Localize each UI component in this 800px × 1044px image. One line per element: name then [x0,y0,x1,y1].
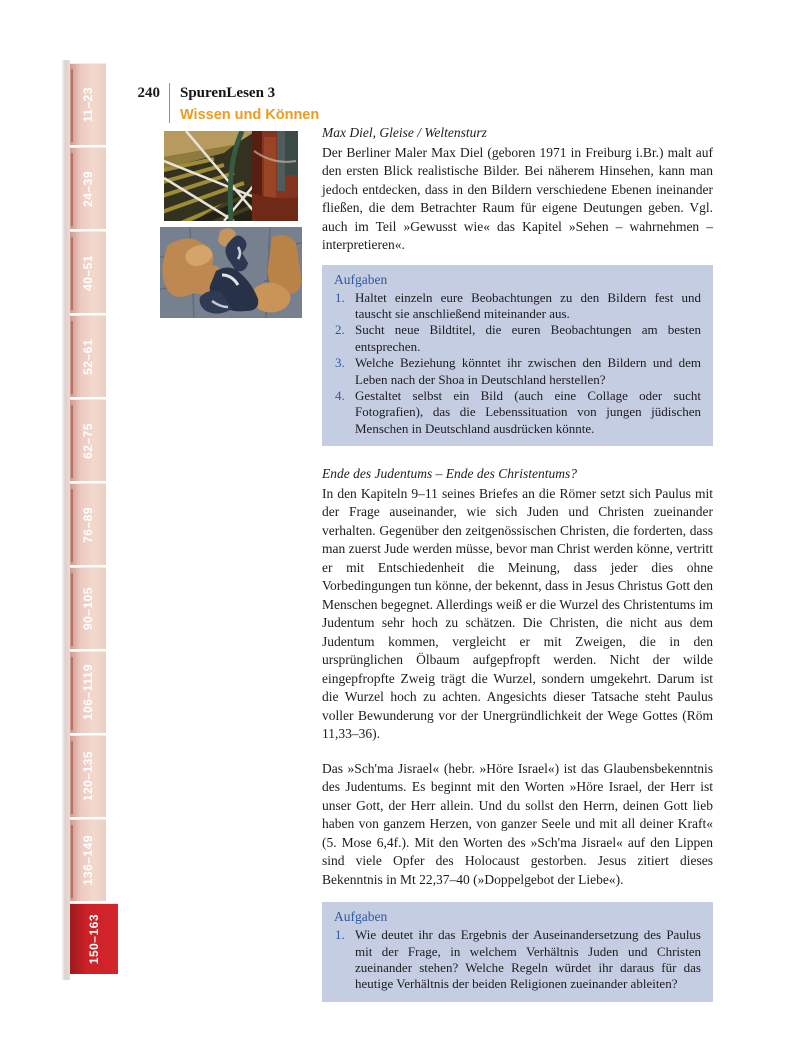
task-item [334,322,701,355]
chapter-tab-150-163-active[interactable] [70,903,118,974]
task-text: Sucht neue Bildtitel, die euren Beobachtungen am besten entsprechen. [355,322,701,354]
page-number: 240 [137,85,160,101]
chapter-tab-120-135[interactable] [70,735,106,817]
chapter-tab-40-51[interactable] [70,231,106,313]
chapter-tab-136-149[interactable] [70,819,106,901]
article1-body: Der Berliner Maler Max Diel (geboren 1971 in Freiburg i.Br.) malt auf den ersten Blick realistische Bilder. Bei näherem Hinsehen, kann man jedoch entdecken, dass in den Bildern verschiedene Ebenen ineinander fließen, die dem Betrachter Raum für eigene Deutungen geben. Vgl. auch im Teil »Gewusst wie« das Kapitel »Sehen – wahrnehmen – interpretieren«. [322,144,713,252]
task-item [334,290,701,323]
task-item [334,388,701,437]
article2-title: Ende des Judentums – Ende des Christentums? [322,466,577,482]
chapter-tab-52-61[interactable] [70,315,106,397]
tab-label: 76–89 [81,506,95,543]
tab-label: 120–135 [81,751,95,802]
tasks-box-1 [322,265,713,447]
task-text: Gestaltet selbst ein Bild (auch eine Collage oder sucht Fotografien), das die Lebenssituation von jungen jüdischen Menschen in Deutschland ausdrücken könnte. [355,387,701,436]
tasks2-list [334,927,701,993]
tab-label: 136–149 [81,835,95,886]
page-edge-shading [61,60,70,980]
chapter-tab-106-119[interactable] [70,651,106,733]
task-item [334,927,701,993]
task-item [334,355,701,388]
task-number: 1. [335,289,345,305]
tab-label: 106–1119 [81,664,95,721]
article2-body1: In den Kapiteln 9–11 seines Briefes an die Römer setzt sich Paulus mit der Frage auseinander, wie sich Juden und Christen zueinander verhalten. Gegenüber den zeitgenössischen Christen, die forderten, dass man zuerst Jude werden müsse, bevor man Christ werden könne, vertritt er mit Entschiedenheit die Meinung, dass jeder dies ohne Vorbedingungen tun könne, der bekennt, dass in Jesus Christus Gott den Menschen begegnet. Allerdings weiß er die Wurzel des Christentums im Judentum sehr hoch zu schätzen. Die Christen, die nicht aus dem Judentum kommen, vergleicht er mit Zweigen, die in den ursprünglichen Ölbaum aufgepfropft werden. Nicht der wilde eingepfropfte Zweig trägt die Wurzel, sondern umgekehrt. Darum ist die Wurzel hoch zu achten. Angesichts dieser Tatsache steht Paulus voller Bewunderung vor der Unergründlichkeit der Wege Gottes (Röm 11,33–36). [322,485,713,742]
article1-title: Max Diel, Gleise / Weltensturz [322,125,487,140]
header-divider [169,83,170,123]
chapter-tab-24-39[interactable] [70,147,106,229]
page-header [130,83,319,123]
article2-body2: Das »Sch'ma Jisrael« (hebr. »Höre Israel«) ist das Glaubensbekenntnis des Judentums. Es beginnt mit den Worten »Höre Israel, der Herr ist unser Gott, der Herr allein. Und du sollst den Herrn, deinen Gott lieb haben von ganzem Herzen, von ganzer Seele und mit all deiner Kraft« (5. Mose 6,4f.). Mit den Worten des »Sch'ma Jisrael« auf den Lippen sind viele Opfer des Holocaust gestorben. Jesus zitiert dieses Bekenntnis in Mt 22,37–40 (»Doppelgebot der Liebe«). [322,760,713,887]
tab-label: 24–39 [81,170,95,207]
tab-label: 11–23 [81,86,95,123]
chapter-tab-11-23[interactable] [70,63,106,145]
tasks1-list [334,290,701,438]
tab-label: 150–163 [87,913,101,965]
task-text: Welche Beziehung könntet ihr zwischen den Bildern und dem Leben nach der Shoa in Deutschland herstellen? [355,355,701,387]
chapter-tab-62-75[interactable] [70,399,106,481]
chapter-tab-76-89[interactable] [70,483,106,565]
task-text: Wie deutet ihr das Ergebnis der Auseinandersetzung des Paulus mit der Frage, in welchem Verhältnis Juden und Christen zueinander stehen? Welche Regeln würdet ihr daraus für das heutige Verhältnis der beiden Religionen zueinander ableiten? [355,927,701,992]
tab-label: 90–105 [81,586,95,631]
tasks-box-2 [322,902,713,1002]
tab-label: 52–61 [81,338,95,375]
gleise-painting [164,131,298,221]
weltensturz-painting [160,227,302,318]
tasks1-heading: Aufgaben [334,271,388,287]
tab-label: 40–51 [81,254,95,291]
task-number: 3. [335,355,345,371]
task-text: Haltet einzeln eure Beobachtungen zu den Bildern fest und tauscht sie anschließend miteinander aus. [355,289,701,321]
task-number: 1. [335,927,345,943]
task-number: 2. [335,322,345,338]
task-number: 4. [335,387,345,403]
chapter-tab-strip [70,63,120,976]
main-text-column [322,124,713,1002]
section-title: Wissen und Können [180,107,320,123]
tasks2-heading: Aufgaben [334,909,388,925]
book-title: SpurenLesen 3 [180,85,276,101]
tab-label: 62–75 [81,422,95,459]
chapter-tab-90-105[interactable] [70,567,106,649]
